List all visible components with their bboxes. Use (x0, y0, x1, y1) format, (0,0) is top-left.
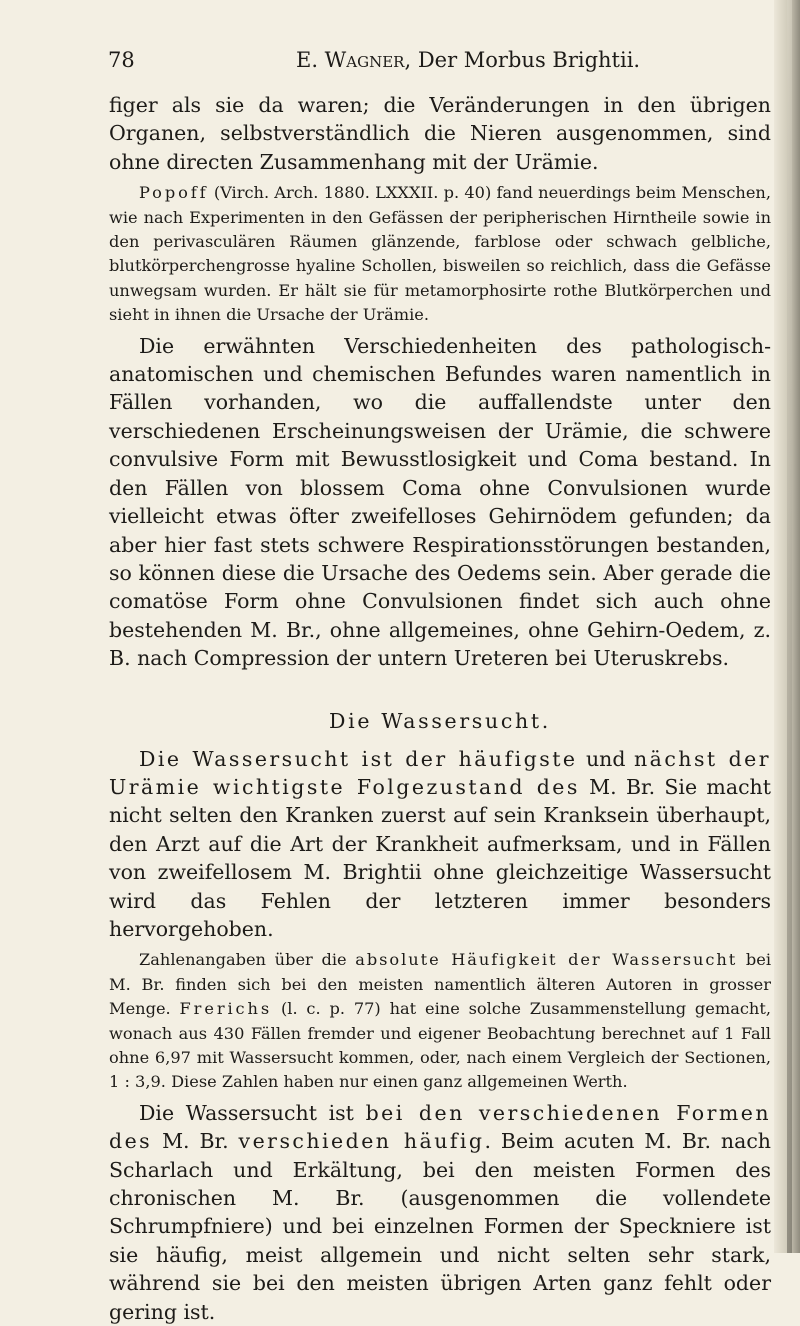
text-1: und (577, 746, 634, 771)
emphasis-2: nächst der Urämie wichtigste Folgezustand des (109, 746, 771, 799)
author-frerichs: Frerichs (179, 999, 273, 1019)
book-title: Der Morbus Brightii. (417, 48, 641, 72)
paragraph-1: figer als sie da waren; die Veränderungen in den übrigen Organen, selbstverständlich die Nieren ausgenommen, sind ohne directen Zusammenhang mit der Urämie. (109, 93, 771, 174)
text-2: bei M. Br. finden sich bei den meisten namentlich älteren Autoren in grosser Menge. (109, 950, 772, 1019)
page-body (109, 91, 771, 1326)
section-heading: Die Wassersucht. (329, 708, 551, 733)
paragraph-2-text: (Virch. Arch. 1880. LXXXII. p. 40) fand neuerdings beim Menschen, wie nach Experimenten in den Gefässen der peripherischen Hirntheile sowie in den perivasculären Räumen glänzende, farblose oder schwach gelbliche, blutkörperchengrosse hyaline Schollen, bisweilen so reichlich, dass die Gefässe unwegsam wurden. Er hält sie für metamorphosirte rothe Blutkörperchen und sieht in ihnen die Ursache der Urämie. (109, 183, 771, 325)
text-2: M. Br. (152, 1129, 239, 1154)
text-1: Die Wassersucht ist (139, 1100, 366, 1125)
paragraph-3: Die erwähnten Verschiedenheiten des pathologisch-anatomischen und chemischen Befundes waren namentlich in Fällen vorhanden, wo die auffallendste unter den verschiedenen Erscheinungsweisen der Urämie, die schwere convulsive Form mit Bewusstlosigkeit und Coma bestand. In den Fällen von blossem Coma ohne Convulsionen wurde vielleicht etwas öfter zweifelloses Gehirnödem gefunden; da aber hier fast stets schwere Respirationsstörungen bestanden, so können diese die Ursache des Oedems sein. Aber gerade die comatöse Form ohne Convulsionen findet sich auch ohne bestehenden M. Br., ohne allgemeines, ohne Gehirn-Oedem, z. B. nach Compression der untern Ureteren bei Uteruskrebs. (109, 333, 771, 671)
running-header (108, 48, 770, 78)
paragraph-6 (109, 1099, 771, 1326)
text-3: . Beim acuten M. Br. nach Scharlach und Erkältung, bei den meisten Formen des chronischen M. Br. (ausgenommen die vollendete Schrumpfniere) und bei einzelnen Formen der Speckniere ist sie häufig, meist allgemein und nicht selten sehr stark, während sie bei den meisten übrigen Arten ganz fehlt oder gering ist. (109, 1129, 772, 1324)
text-3: (l. c. p. 77) hat eine solche Zusammenstellung gemacht, wonach aus 430 Fällen fremder und eigener Beobachtung berechnet auf 1 Fall ohne 6,97 mit Wassersucht kommen, oder, nach einem Vergleich der Sectionen, 1 : 3,9. Diese Zahlen haben nur einen ganz allgemeinen Werth. (109, 999, 771, 1092)
author-name: E. Wagner, (296, 48, 412, 72)
paragraph-5 (109, 948, 771, 1094)
paragraph-4 (109, 745, 771, 944)
page-edge-binding (787, 0, 792, 1253)
text-2: M. Br. Sie macht nicht selten den Kranken zuerst auf sein Kranksein überhaupt, den Arzt auf die Art der Krankheit aufmerksam, und in Fällen von zweifellosem M. Brightii ohne gleichzeitige Wassersucht wird das Fehlen der letzteren immer besonders hervorgehoben. (109, 774, 771, 941)
running-title (296, 48, 640, 72)
paragraph-2 (109, 181, 771, 327)
emphasis-1: absolute Häufigkeit der Wassersucht (355, 950, 738, 970)
text-1: Zahlenangaben über die (139, 950, 356, 970)
emphasis-2: verschieden häufig (238, 1129, 485, 1154)
page-number: 78 (108, 48, 135, 72)
emphasis-1: bei den verschiedenen Formen des (109, 1100, 771, 1154)
emphasis-1: Die Wassersucht ist der häufigste (139, 746, 578, 771)
author-popoff: Popoff (139, 183, 209, 203)
